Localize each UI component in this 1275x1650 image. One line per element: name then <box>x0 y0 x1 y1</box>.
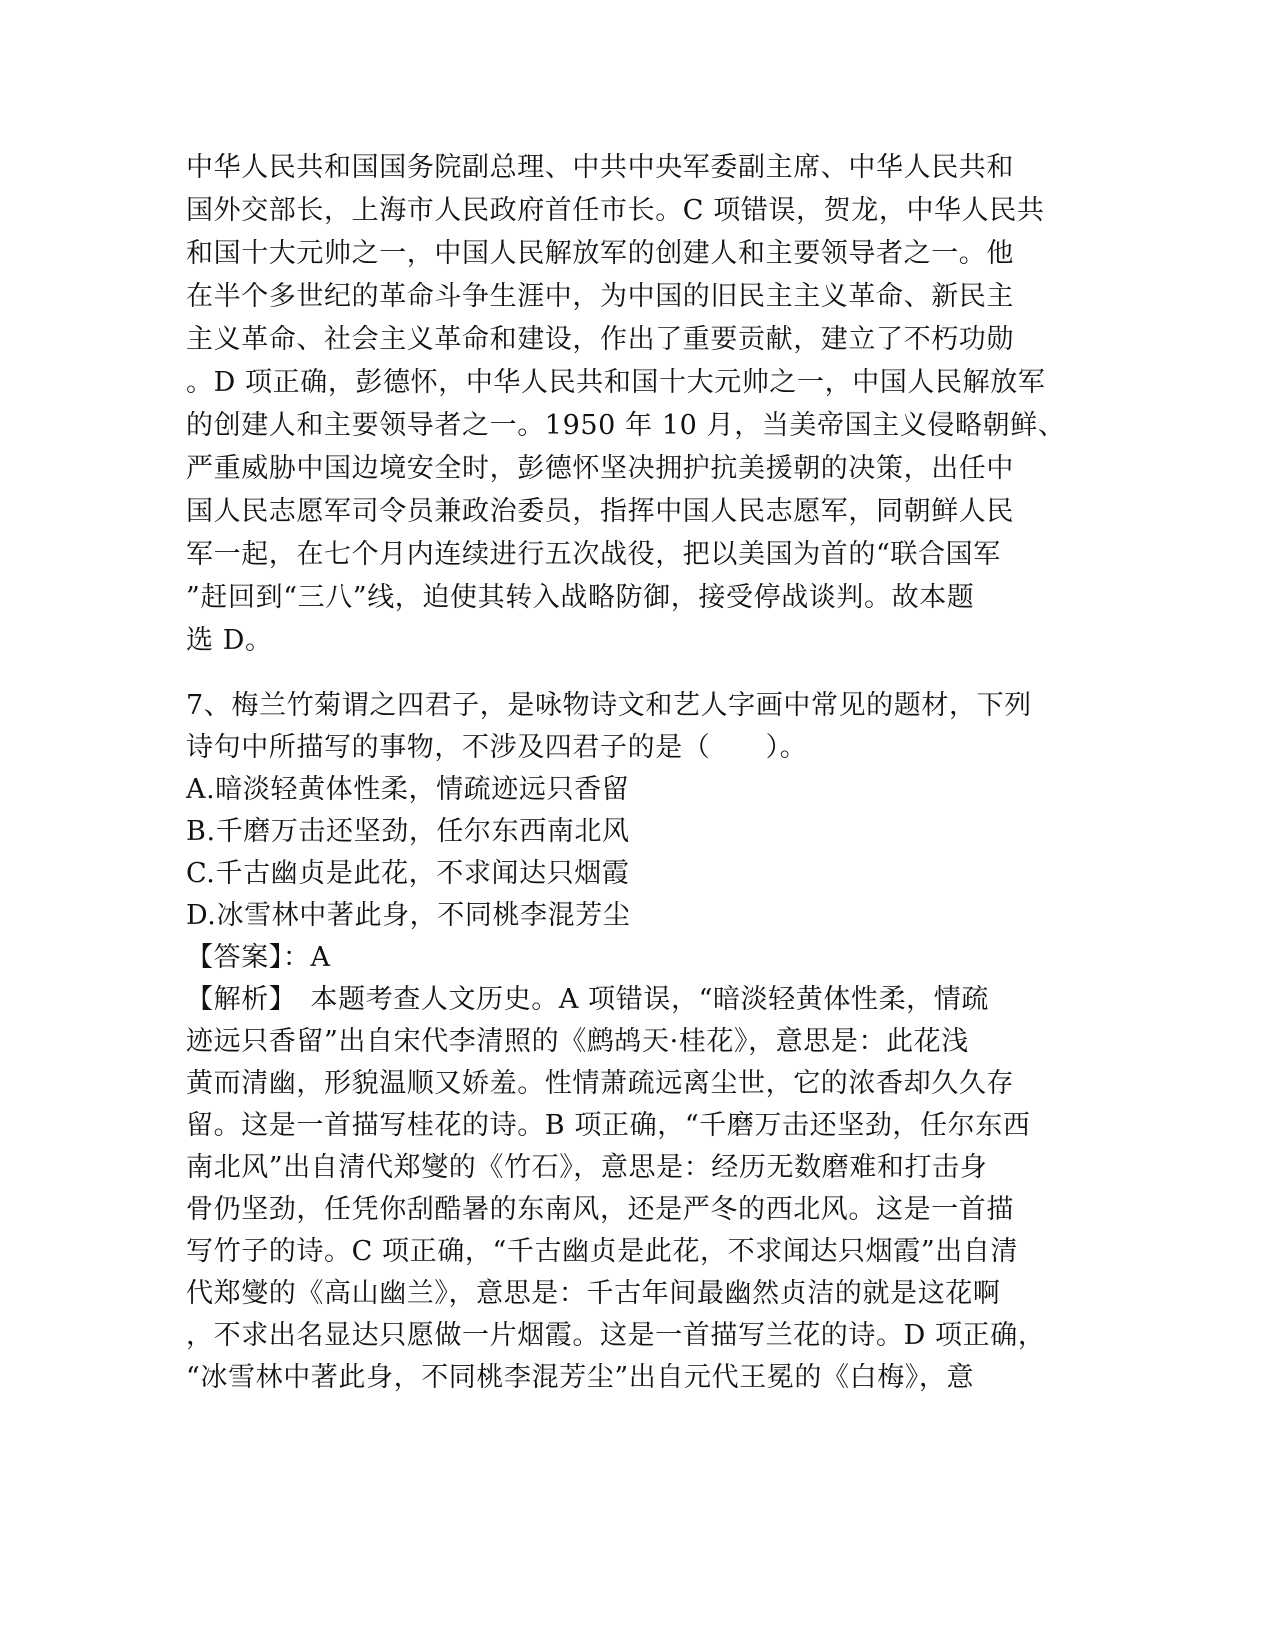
analysis-line: 骨仍坚劲，任凭你刮酷暑的东南风，还是严冬的西北风。这是一首描 <box>186 1194 1014 1225</box>
text-line: ”赶回到“三八”线，迫使其转入战略防御，接受停战谈判。故本题 <box>186 582 975 613</box>
option-b: B.千磨万击还坚劲，任尔东西南北风 <box>186 816 630 847</box>
text-line: 的创建人和主要领导者之一。1950 年 10 月，当美帝国主义侵略朝鲜、 <box>186 410 1066 441</box>
option-a: A.暗淡轻黄体性柔，情疏迹远只香留 <box>186 774 630 805</box>
question-stem-line: 7、梅兰竹菊谓之四君子，是咏物诗文和艺人字画中常见的题材，下列 <box>186 690 1032 721</box>
text-line: 主义革命、社会主义革命和建设，作出了重要贡献，建立了不朽功勋 <box>186 324 1014 355</box>
analysis-line: “冰雪林中著此身，不同桃李混芳尘”出自元代王冕的《白梅》，意 <box>186 1362 975 1393</box>
previous-question-explanation <box>186 146 1086 662</box>
text-line: 国人民志愿军司令员兼政治委员，指挥中国人民志愿军，同朝鲜人民 <box>186 496 1014 527</box>
text-line: 。D 项正确，彭德怀，中华人民共和国十大元帅之一，中国人民解放军 <box>186 367 1046 398</box>
analysis-line: ，不求出名显达只愿做一片烟霞。这是一首描写兰花的诗。D 项正确， <box>186 1320 1046 1351</box>
text-line: 中华人民共和国国务院副总理、中共中央军委副主席、中华人民共和 <box>186 152 1014 183</box>
text-line: 军一起，在七个月内连续进行五次战役，把以美国为首的“联合国军 <box>186 539 1001 570</box>
analysis-line: 黄而清幽，形貌温顺又娇羞。性情萧疏远离尘世，它的浓香却久久存 <box>186 1068 1014 1099</box>
analysis-line: 写竹子的诗。C 项正确，“千古幽贞是此花，不求闻达只烟霞”出自清 <box>186 1236 1019 1267</box>
question-stem-line: 诗句中所描写的事物，不涉及四君子的是（ ）。 <box>186 732 808 763</box>
text-line: 国外交部长，上海市人民政府首任市长。C 项错误，贺龙，中华人民共 <box>186 195 1045 226</box>
option-list <box>186 769 1086 937</box>
analysis <box>186 979 1086 1399</box>
option-c: C.千古幽贞是此花，不求闻达只烟霞 <box>186 858 630 889</box>
answer-line: 【答案】：A <box>186 942 331 973</box>
option-d: D.冰雪林中著此身，不同桃李混芳尘 <box>186 900 631 931</box>
analysis-line: 【解析】 本题考查人文历史。A 项错误，“暗淡轻黄体性柔，情疏 <box>186 984 989 1015</box>
text-line: 和国十大元帅之一，中国人民解放军的创建人和主要领导者之一。他 <box>186 238 1014 269</box>
question-7 <box>186 685 1086 1399</box>
text-line: 严重威胁中国边境安全时，彭德怀坚决拥护抗美援朝的决策，出任中 <box>186 453 1014 484</box>
analysis-line: 代郑燮的《高山幽兰》，意思是：千古年间最幽然贞洁的就是这花啊 <box>186 1278 1001 1309</box>
analysis-line: 留。这是一首描写桂花的诗。B 项正确，“千磨万击还坚劲，任尔东西 <box>186 1110 1031 1141</box>
text-line: 在半个多世纪的革命斗争生涯中，为中国的旧民主主义革命、新民主 <box>186 281 1014 312</box>
analysis-line: 南北风”出自清代郑燮的《竹石》，意思是：经历无数磨难和打击身 <box>186 1152 988 1183</box>
text-line: 选 D。 <box>186 625 273 656</box>
analysis-line: 迹远只香留”出自宋代李清照的《鹧鸪天·桂花》，意思是：此花浅 <box>186 1026 969 1057</box>
question-stem <box>186 685 1086 769</box>
